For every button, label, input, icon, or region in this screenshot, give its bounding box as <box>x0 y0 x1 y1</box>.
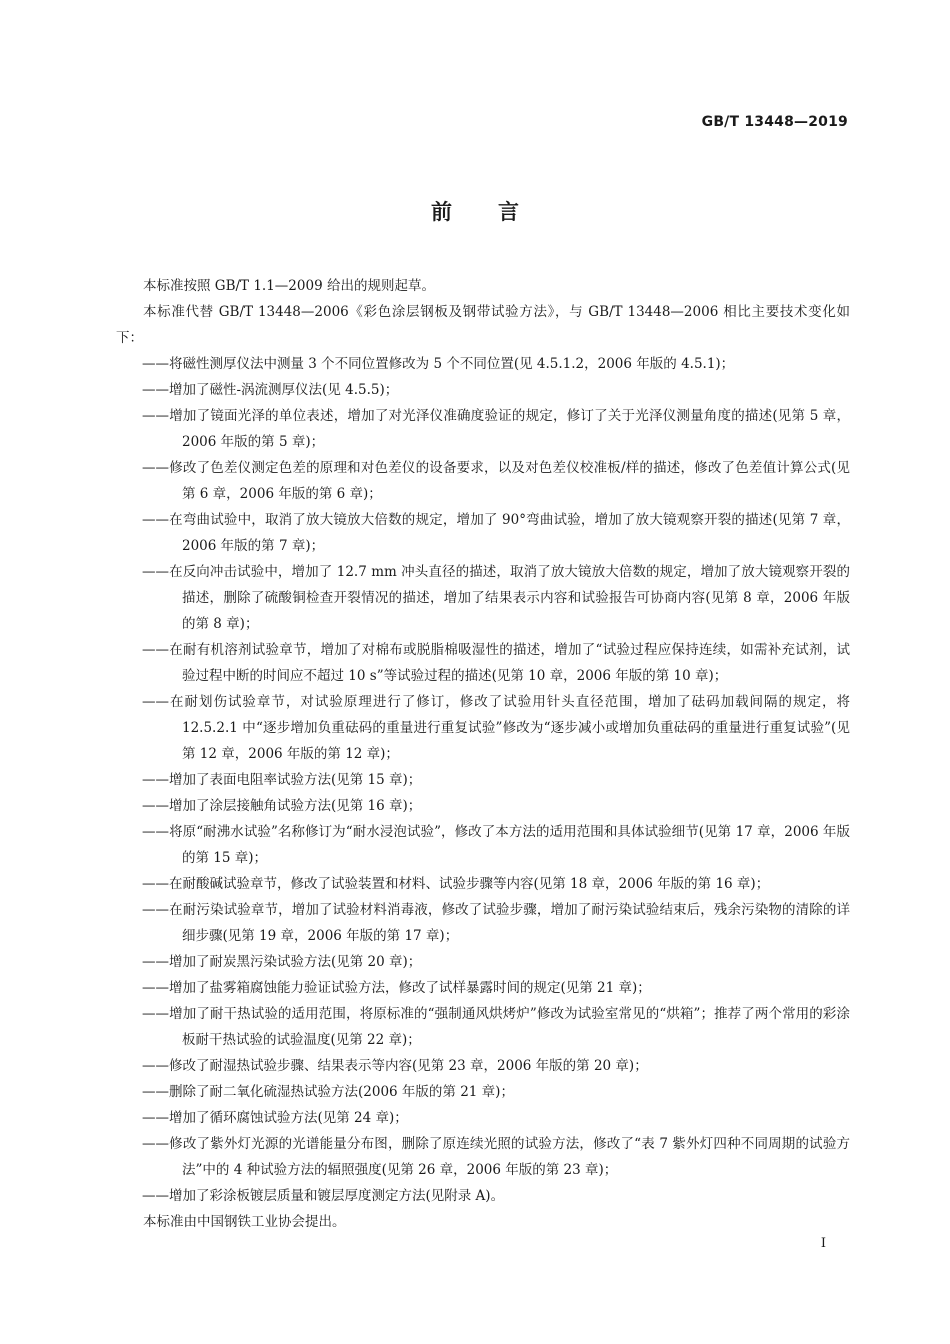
list-item: ——在耐划伤试验章节，对试验原理进行了修订，修改了试验用针头直径范围，增加了砝码加载间隔的规定，将 12.5.2.1 中“逐步增加负重砝码的重量进行重复试验”修改为“逐步减小或增加负重砝码的重量进行重复试验”(见第 12 章，2006 年版的第 12 章)； <box>142 694 850 762</box>
list-item: ——修改了紫外灯光源的光谱能量分布图，删除了原连续光照的试验方法，修改了“表 7 紫外灯四种不同周期的试验方法”中的 4 种试验方法的辐照强度(见第 26 章，2006 年版的第 23 章)； <box>142 1136 850 1178</box>
page-number: I <box>820 1236 826 1251</box>
intro-paragraph: 本标准代替 GB/T 13448—2006《彩色涂层钢板及钢带试验方法》，与 GB/T 13448—2006 相比主要技术变化如下： <box>116 304 850 346</box>
list-item: ——增加了循环腐蚀试验方法(见第 24 章)； <box>142 1110 408 1126</box>
list-item: ——增加了盐雾箱腐蚀能力验证试验方法，修改了试样暴露时间的规定(见第 21 章)； <box>142 980 651 996</box>
change-list <box>116 351 850 1209</box>
list-item: ——在耐污染试验章节，增加了试验材料消毒液，修改了试验步骤，增加了耐污染试验结束后，残余污染物的清除的详细步骤(见第 19 章，2006 年版的第 17 章)； <box>142 902 850 944</box>
intro-paragraph: 本标准按照 GB/T 1.1—2009 给出的规则起草。 <box>143 278 435 294</box>
list-item: ——增加了彩涂板镀层质量和镀层厚度测定方法(见附录 A)。 <box>142 1188 505 1204</box>
list-item: ——在反向冲击试验中，增加了 12.7 mm 冲头直径的描述，取消了放大镜放大倍数的规定，增加了放大镜观察开裂的描述，删除了硫酸铜检查开裂情况的描述，增加了结果表示内容和试验报告可协商内容(见第 8 章，2006 年版的第 8 章)； <box>142 564 850 632</box>
list-item: ——增加了镜面光泽的单位表述，增加了对光泽仪准确度验证的规定，修订了关于光泽仪测量角度的描述(见第 5 章，2006 年版的第 5 章)； <box>142 408 850 450</box>
document-body <box>116 273 850 1235</box>
page-title: 前言 <box>431 200 565 224</box>
list-item: ——将磁性测厚仪法中测量 3 个不同位置修改为 5 个不同位置(见 4.5.1.2，2006 年版的 4.5.1)； <box>142 356 735 372</box>
standard-number: GB/T 13448—2019 <box>701 114 848 130</box>
list-item: ——修改了耐湿热试验步骤、结果表示等内容(见第 23 章，2006 年版的第 20 章)； <box>142 1058 648 1074</box>
list-item: ——增加了耐炭黑污染试验方法(见第 20 章)； <box>142 954 422 970</box>
closing-paragraph: 本标准由中国钢铁工业协会提出。 <box>143 1214 346 1230</box>
list-item: ——在弯曲试验中，取消了放大镜放大倍数的规定，增加了 90°弯曲试验，增加了放大镜观察开裂的描述(见第 7 章，2006 年版的第 7 章)； <box>142 512 850 554</box>
list-item: ——将原“耐沸水试验”名称修订为“耐水浸泡试验”，修改了本方法的适用范围和具体试验细节(见第 17 章，2006 年版的第 15 章)； <box>142 824 850 866</box>
list-item: ——删除了耐二氧化硫湿热试验方法(2006 年版的第 21 章)； <box>142 1084 514 1100</box>
list-item: ——增加了涂层接触角试验方法(见第 16 章)； <box>142 798 422 814</box>
list-item: ——增加了表面电阻率试验方法(见第 15 章)； <box>142 772 422 788</box>
list-item: ——增加了耐干热试验的适用范围，将原标准的“强制通风烘烤炉”修改为试验室常见的“烘箱”；推荐了两个常用的彩涂板耐干热试验的试验温度(见第 22 章)； <box>142 1006 850 1048</box>
list-item: ——在耐有机溶剂试验章节，增加了对棉布或脱脂棉吸湿性的描述，增加了“试验过程应保持连续，如需补充试剂，试验过程中断的时间应不超过 10 s”等试验过程的描述(见第 10 章，2006 年版的第 10 章)； <box>142 642 850 684</box>
list-item: ——在耐酸碱试验章节，修改了试验装置和材料、试验步骤等内容(见第 18 章，2006 年版的第 16 章)； <box>142 876 770 892</box>
list-item: ——修改了色差仪测定色差的原理和对色差仪的设备要求，以及对色差仪校准板/样的描述，修改了色差值计算公式(见第 6 章，2006 年版的第 6 章)； <box>142 460 850 502</box>
list-item: ——增加了磁性-涡流测厚仪法(见 4.5.5)； <box>142 382 399 398</box>
